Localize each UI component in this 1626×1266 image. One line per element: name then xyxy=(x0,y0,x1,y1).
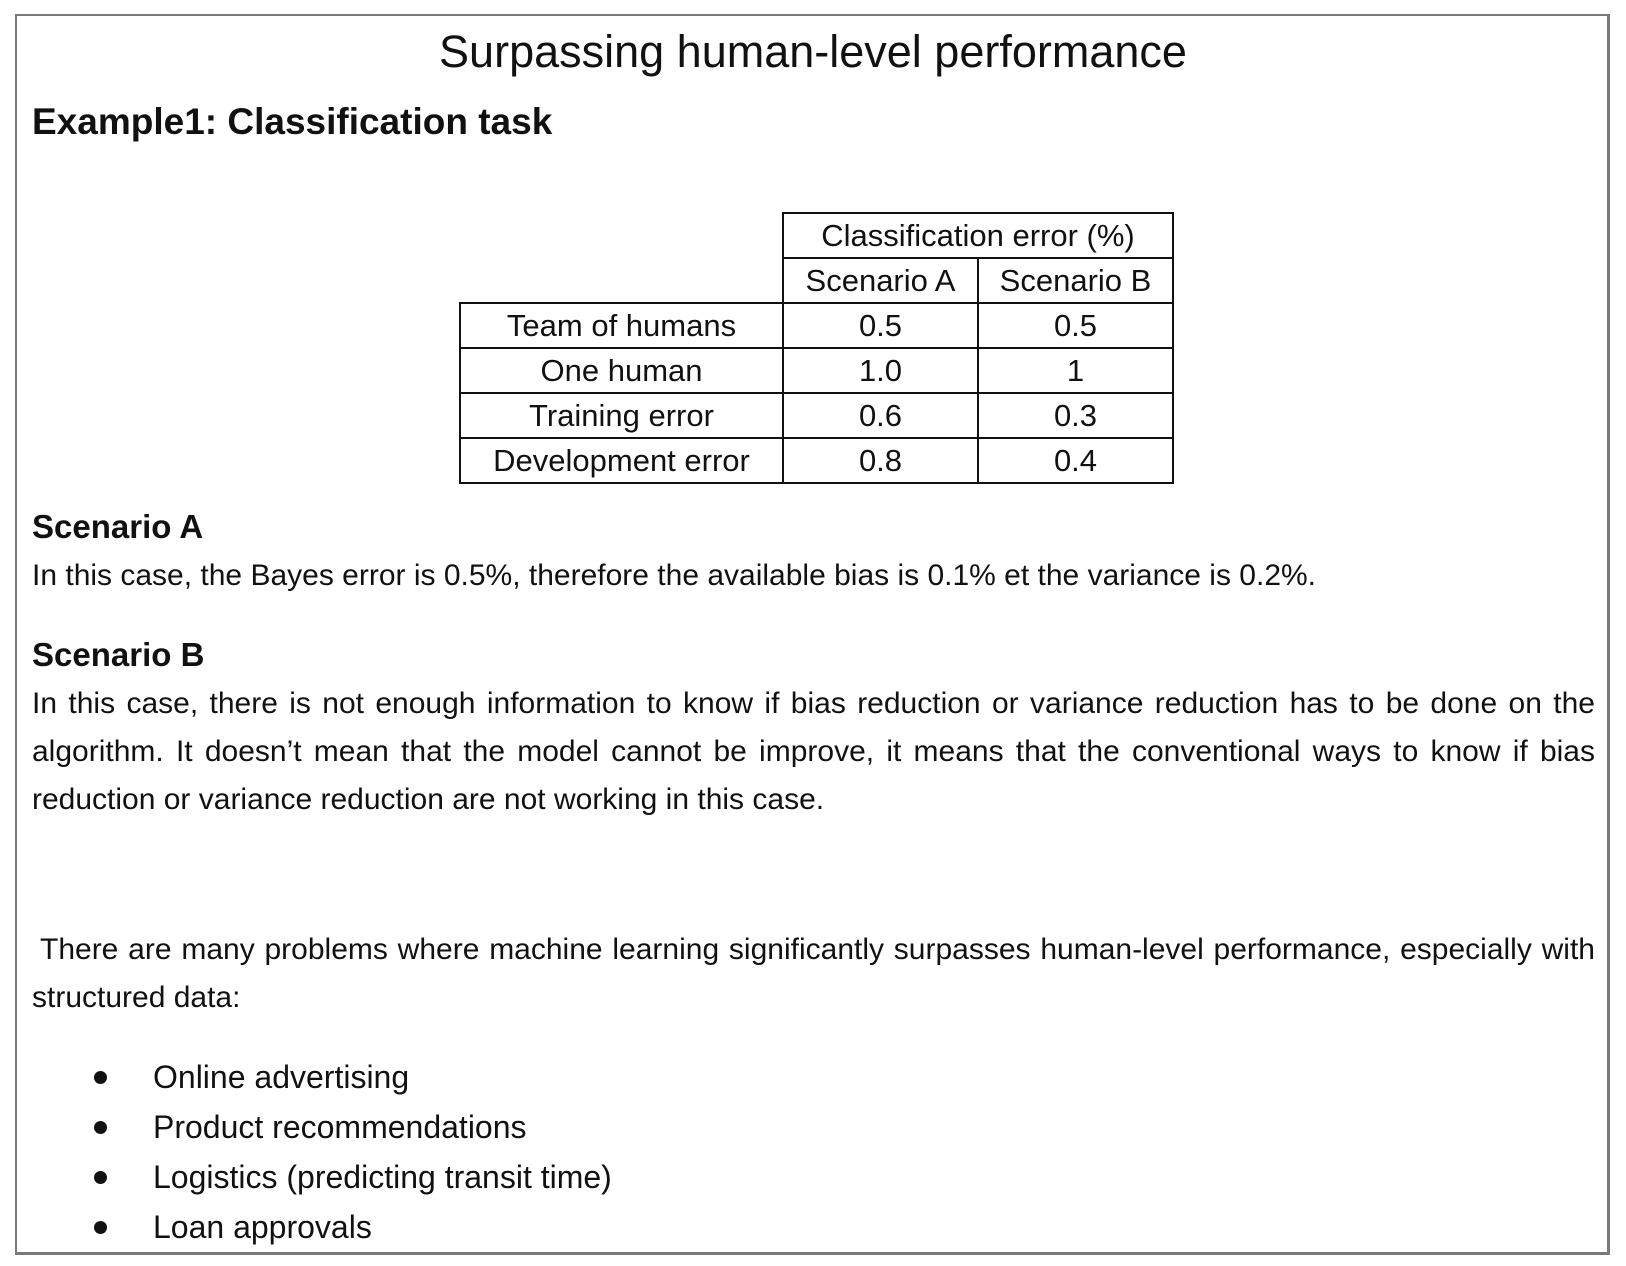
column-header-scenario-b: Scenario B xyxy=(978,258,1173,303)
cell-scenario-b: 0.5 xyxy=(978,303,1173,348)
table-row xyxy=(460,438,1173,483)
cell-scenario-b: 0.3 xyxy=(978,393,1173,438)
table-row xyxy=(460,348,1173,393)
cell-scenario-a: 0.5 xyxy=(783,303,978,348)
table-corner-cell xyxy=(460,258,783,303)
cell-scenario-a: 0.6 xyxy=(783,393,978,438)
cell-scenario-b: 1 xyxy=(978,348,1173,393)
classification-error-table xyxy=(459,212,1174,484)
row-label: Development error xyxy=(460,438,783,483)
scenario-a-heading: Scenario A xyxy=(32,508,204,545)
bullet-icon xyxy=(94,1221,107,1234)
row-label: Training error xyxy=(460,393,783,438)
list-item-text: Product recommendations xyxy=(153,1109,527,1145)
row-label: One human xyxy=(460,348,783,393)
cell-scenario-b: 0.4 xyxy=(978,438,1173,483)
table-group-header: Classification error (%) xyxy=(783,213,1173,258)
list-item-text: Online advertising xyxy=(153,1059,410,1095)
table-corner-cell xyxy=(460,213,783,258)
table-header-row xyxy=(460,213,1173,258)
table-row xyxy=(460,393,1173,438)
bullet-icon xyxy=(94,1121,107,1134)
list-item-text: Logistics (predicting transit time) xyxy=(153,1159,612,1195)
column-header-scenario-a: Scenario A xyxy=(783,258,978,303)
page-title: Surpassing human-level performance xyxy=(439,26,1187,77)
scenario-b-text: In this case, there is not enough information to know if bias reduction or variance reduction has to be done on the algorithm. It doesn’t mean that the model cannot be improve, it means that the conventional ways to know if bias reduction or variance reduction are not working in this case. xyxy=(32,687,1595,816)
table-row xyxy=(460,303,1173,348)
scenario-a-text: In this case, the Bayes error is 0.5%, therefore the available bias is 0.1% et the variance is 0.2%. xyxy=(32,559,1317,592)
bullet-icon xyxy=(94,1071,107,1084)
row-label: Team of humans xyxy=(460,303,783,348)
cell-scenario-a: 1.0 xyxy=(783,348,978,393)
bullet-icon xyxy=(94,1171,107,1184)
list-item-text: Loan approvals xyxy=(153,1209,372,1245)
table-subheader-row xyxy=(460,258,1173,303)
example-heading: Example1: Classification task xyxy=(32,101,553,142)
scenario-b-heading: Scenario B xyxy=(32,636,205,673)
summary-paragraph: There are many problems where machine learning significantly surpasses human-level performance, especially with structured data: xyxy=(32,933,1595,1014)
cell-scenario-a: 0.8 xyxy=(783,438,978,483)
